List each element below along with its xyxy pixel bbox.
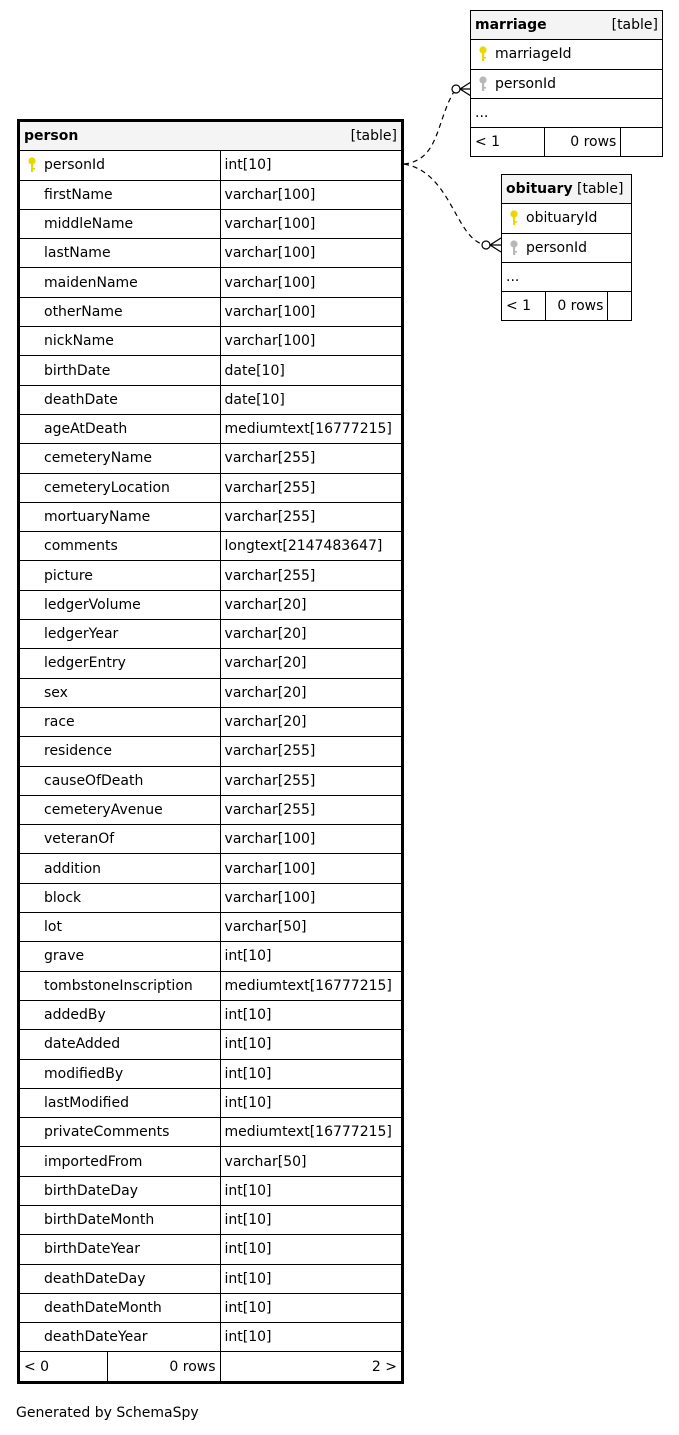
column-name-label: ledgerVolume [44,596,141,613]
column-row [19,620,403,649]
column-type: mediumtext[16777215] [220,414,402,443]
column-name-label: middleName [44,216,134,233]
column-type: int[10] [220,942,402,971]
column-name-label: veteranOf [44,831,115,848]
column-type: varchar[20] [220,649,402,678]
table-name: obituary [506,181,573,198]
column-row [19,678,403,707]
column-type: varchar[100] [220,825,402,854]
column-row [19,1323,403,1352]
obituary-zero-marker [482,241,490,249]
foreign-key-icon [509,240,519,256]
column-name [19,737,221,766]
column-name-label: obituaryId [526,210,598,227]
column-row [19,1030,403,1059]
column-name-label: cemeteryName [44,450,153,467]
column-name-label: race [44,714,75,731]
column-name-label: nickName [44,333,114,350]
column-name [19,180,221,209]
primary-key-icon [478,46,488,62]
column-type: int[10] [220,1235,402,1264]
column-name [19,1030,221,1059]
column-name [19,297,221,326]
column-name-label: birthDate [44,362,111,379]
table-kind: [table] [611,17,658,34]
column-name-label: addition [44,860,102,877]
column-row [471,69,663,98]
column-row [19,414,403,443]
column-type: int[10] [220,1088,402,1117]
person-table-header [19,121,403,151]
column-type: int[10] [220,1293,402,1322]
obituary-table [501,174,632,321]
column-type: int[10] [220,1000,402,1029]
column-row [19,1176,403,1205]
column-name-label: deathDateMonth [44,1300,162,1317]
column-type: int[10] [220,151,402,180]
column-name-label: personId [526,239,588,256]
column-row [19,1205,403,1234]
column-type: varchar[255] [220,473,402,502]
column-name-label: block [44,889,82,906]
row-count: 0 rows [107,1352,220,1382]
column-name-label: addedBy [44,1007,106,1024]
column-name-label: mortuaryName [44,509,151,525]
column-type: varchar[100] [220,854,402,883]
column-name-label: birthDateYear [44,1241,140,1258]
column-type: varchar[255] [220,502,402,531]
column-type: varchar[100] [220,209,402,238]
column-row [19,327,403,356]
column-name [19,151,221,180]
column-type: varchar[20] [220,707,402,736]
column-name-label: lastModified [44,1094,129,1111]
column-row [19,854,403,883]
column-type: varchar[100] [220,268,402,297]
column-name [19,1293,221,1322]
column-name [19,1323,221,1352]
column-name-label: otherName [44,303,123,320]
column-name [19,1088,221,1117]
column-type: varchar[50] [220,1147,402,1176]
column-name-label: ledgerYear [44,626,119,643]
column-name [19,239,221,268]
table-name: marriage [475,17,547,34]
column-type: varchar[20] [220,678,402,707]
column-type: int[10] [220,1323,402,1352]
column-name [19,532,221,561]
column-name-label: deathDateDay [44,1270,146,1287]
column-row [19,180,403,209]
more-columns-ellipsis: ... [502,262,632,291]
column-type: date[10] [220,385,402,414]
generated-by-credit: Generated by SchemaSpy [16,1405,199,1421]
column-row [19,502,403,531]
column-name [19,561,221,590]
column-type: mediumtext[16777215] [220,971,402,1000]
table-footer [19,1352,403,1382]
more-columns-ellipsis: ... [471,98,663,127]
column-row [19,209,403,238]
column-name-label: cemeteryAvenue [44,801,163,818]
column-name [19,971,221,1000]
obituary-table-header [502,175,632,204]
column-row [19,737,403,766]
column-name-label: personId [495,75,557,92]
ellipsis-row [502,262,632,291]
column-name [19,854,221,883]
column-row [19,532,403,561]
column-name [19,1147,221,1176]
person-columns [19,151,403,1352]
column-type: varchar[255] [220,737,402,766]
column-name-label: firstName [44,186,113,203]
column-row [19,1000,403,1029]
column-name [19,825,221,854]
column-name-label: personId [44,157,106,174]
column-name-label: tombstoneInscription [44,977,193,994]
column-name-label: ledgerEntry [44,655,126,672]
column-type: int[10] [220,1264,402,1293]
column-name [19,268,221,297]
column-name-label: residence [44,743,112,760]
ellipsis-row [471,98,663,127]
column-name [19,1205,221,1234]
column-type: int[10] [220,1176,402,1205]
column-name-label: birthDateDay [44,1182,139,1199]
children-count: 2 > [220,1352,402,1382]
column-row [19,268,403,297]
table-footer [471,128,663,157]
column-type: int[10] [220,1030,402,1059]
parents-count: < 1 [502,292,546,321]
row-count: 0 rows [544,128,621,157]
column-type: varchar[100] [220,239,402,268]
column-name [19,942,221,971]
marriage-zero-marker [452,85,460,93]
person-table [17,119,404,1384]
column-type: int[10] [220,1205,402,1234]
column-name [19,209,221,238]
column-name [19,473,221,502]
column-name-label: deathDateYear [44,1329,148,1346]
column-row [19,151,403,180]
column-type: mediumtext[16777215] [220,1118,402,1147]
column-type: varchar[255] [220,561,402,590]
foreign-key-icon [478,76,488,92]
column-name [19,678,221,707]
column-name-label: dateAdded [44,1036,121,1053]
column-name [19,385,221,414]
column-row [19,239,403,268]
column-name [19,327,221,356]
column-name [19,356,221,385]
column-type: varchar[50] [220,913,402,942]
column-type: varchar[255] [220,795,402,824]
column-name [19,649,221,678]
column-name-label: importedFrom [44,1153,143,1170]
table-name: person [24,128,79,145]
children-count [621,128,663,157]
children-count [608,292,632,321]
column-name [19,913,221,942]
column-row [19,1264,403,1293]
column-row [19,297,403,326]
column-name-label: marriageId [495,46,572,63]
column-name [19,1000,221,1029]
column-name [19,1264,221,1293]
column-name [19,1059,221,1088]
column-name [19,620,221,649]
column-type: varchar[100] [220,297,402,326]
column-row [19,971,403,1000]
column-name [19,707,221,736]
column-row [19,590,403,619]
marriage-columns [471,40,663,99]
column-name-label: causeOfDeath [44,772,144,789]
column-name-label: comments [44,538,118,555]
column-row [19,561,403,590]
column-row [19,913,403,942]
column-name-label: sex [44,684,68,701]
column-name [19,795,221,824]
column-row [19,444,403,473]
column-type: varchar[255] [220,766,402,795]
column-name [19,444,221,473]
column-row [502,233,632,262]
column-name-label: lot [44,919,62,936]
column-name [19,766,221,795]
primary-key-icon [509,210,519,226]
column-type: varchar[100] [220,883,402,912]
column-row [19,1235,403,1264]
column-type: varchar[20] [220,590,402,619]
row-count: 0 rows [545,292,608,321]
column-name-label: birthDateMonth [44,1212,155,1229]
column-row [19,942,403,971]
person-marriage-relationship [404,90,455,164]
obituary-crowfoot [490,238,501,252]
column-name [19,1235,221,1264]
marriage-table [470,10,663,157]
marriage-table-header [471,11,663,40]
column-row [19,766,403,795]
column-name [502,204,632,233]
column-type: varchar[20] [220,620,402,649]
column-name-label: picture [44,567,93,584]
column-type: varchar[100] [220,180,402,209]
column-type: varchar[255] [220,444,402,473]
column-name [19,1118,221,1147]
column-row [19,1147,403,1176]
column-row [19,473,403,502]
column-name-label: deathDate [44,391,118,408]
table-footer [502,292,632,321]
column-type: longtext[2147483647] [220,532,402,561]
column-name-label: ageAtDeath [44,421,128,438]
column-row [19,883,403,912]
parents-count: < 1 [471,128,545,157]
column-row [19,795,403,824]
column-name [502,233,632,262]
column-name [471,40,663,69]
column-name [19,590,221,619]
column-name-label: grave [44,948,85,965]
column-name [19,502,221,531]
column-row [19,356,403,385]
column-name-label: cemeteryLocation [44,479,170,496]
person-obituary-relationship [404,164,482,244]
column-row [19,1118,403,1147]
table-kind: [table] [350,128,397,145]
column-row [19,825,403,854]
parents-count: < 0 [19,1352,108,1382]
column-row [19,1293,403,1322]
column-row [19,707,403,736]
column-row [19,385,403,414]
column-name-label: privateComments [44,1124,170,1141]
column-row [19,1059,403,1088]
column-type: int[10] [220,1059,402,1088]
column-type: varchar[100] [220,327,402,356]
column-name-label: maidenName [44,274,138,291]
column-name [19,1176,221,1205]
obituary-columns [502,204,632,263]
column-type: date[10] [220,356,402,385]
column-name [19,883,221,912]
column-row [19,1088,403,1117]
column-name-label: modifiedBy [44,1065,124,1082]
table-kind: [table] [577,181,624,198]
column-name [19,414,221,443]
column-row [502,204,632,233]
column-name [471,69,663,98]
column-row [471,40,663,69]
column-name-label: lastName [44,245,111,262]
column-row [19,649,403,678]
primary-key-icon [27,157,37,173]
